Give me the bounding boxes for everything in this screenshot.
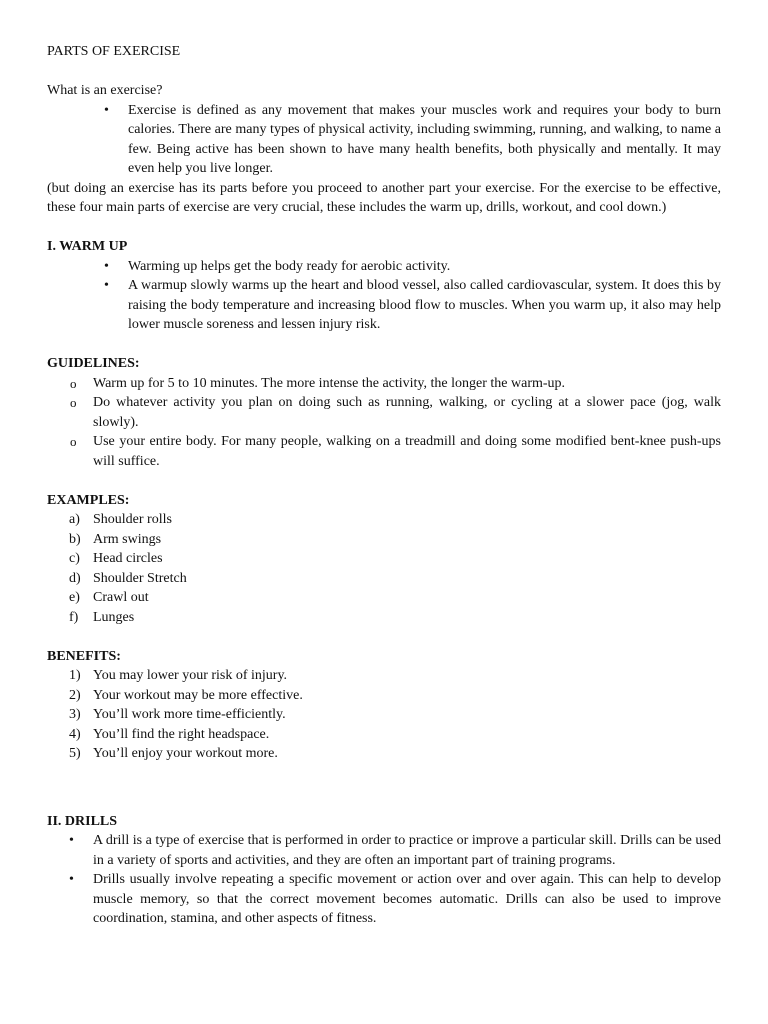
bullet-icon: • [104, 102, 109, 118]
circle-bullet-icon: o [70, 434, 77, 449]
list-item-text: You’ll enjoy your workout more. [93, 746, 278, 761]
list-marker: a) [69, 512, 80, 527]
list-item [47, 257, 721, 277]
drills-bullet-list [47, 831, 721, 929]
list-item [47, 510, 721, 530]
list-item [47, 393, 721, 432]
list-item [47, 686, 721, 706]
list-item-text: Use your entire body. For many people, walking on a treadmill and doing some modified bent-knee push-ups will suffice. [93, 434, 721, 469]
list-item [47, 744, 721, 764]
list-item-text: Warm up for 5 to 10 minutes. The more intense the activity, the longer the warm-up. [93, 375, 566, 391]
circle-bullet-icon: o [70, 375, 77, 391]
intro-note: (but doing an exercise has its parts before you proceed to another part your exercise. For the exercise to be effective, these four main parts of exercise are very crucial, these includes the warm up, drills, workout, and cool down.) [47, 180, 721, 215]
list-item [47, 870, 721, 929]
list-marker: d) [69, 570, 81, 586]
list-marker: 5) [69, 746, 81, 761]
list-item [47, 276, 721, 335]
list-item [47, 101, 721, 179]
list-item [47, 831, 721, 870]
section-heading-drills: II. DRILLS [47, 813, 118, 829]
list-item [47, 374, 721, 394]
list-item-text: A drill is a type of exercise that is performed in order to practice or improve a particular skill. Drills can be used in a variety of sports and activities, and they are often an important part of training programs. [93, 833, 721, 868]
list-item [47, 432, 721, 471]
section-heading-warm-up: I. WARM UP [47, 239, 128, 254]
circle-bullet-icon: o [70, 395, 77, 410]
intro-bullet-list [47, 101, 721, 179]
list-item [47, 666, 721, 686]
list-item [47, 705, 721, 725]
list-marker: c) [69, 551, 80, 566]
guidelines-heading: GUIDELINES: [47, 356, 140, 371]
list-item-text: Arm swings [93, 531, 162, 547]
list-item-text: You may lower your risk of injury. [93, 668, 288, 683]
list-item [47, 549, 721, 569]
list-item-text: Lunges [93, 609, 135, 625]
bullet-icon: • [104, 258, 109, 274]
examples-heading: EXAMPLES: [47, 492, 130, 508]
list-item-text: Shoulder Stretch [93, 570, 187, 586]
list-marker: 4) [69, 726, 81, 742]
intro-question: What is an exercise? [47, 83, 163, 98]
list-marker: e) [69, 590, 80, 605]
list-item-text: Exercise is defined as any movement that makes your muscles work and requires your body to burn calories. There are many types of physical activity, including swimming, running, and walking, to name a few. Being active has been shown to have many health benefits, both physically and mentally. It may even help you live longer. [128, 102, 721, 176]
list-item-text: Crawl out [93, 590, 149, 605]
examples-list [47, 510, 721, 627]
guidelines-list [47, 374, 721, 472]
list-marker: 1) [69, 668, 81, 683]
list-item-text: Shoulder rolls [93, 512, 172, 527]
list-item-text: Head circles [93, 551, 163, 566]
list-marker: 3) [69, 707, 81, 722]
list-item-text: You’ll find the right headspace. [93, 726, 270, 742]
list-marker: f) [69, 609, 79, 625]
list-item [47, 569, 721, 589]
bullet-icon: • [104, 278, 109, 293]
warm-up-bullet-list [47, 257, 721, 335]
list-item-text: You’ll work more time-efficiently. [93, 707, 286, 722]
list-item-text: Drills usually involve repeating a specific movement or action over and over again. This can help to develop muscle memory, so that the correct movement becomes automatic. Drills can also be used to improve coordination, stamina, and other aspects of fitness. [93, 872, 721, 926]
document-title: PARTS OF EXERCISE [47, 44, 181, 59]
list-item [47, 725, 721, 745]
benefits-heading: BENEFITS: [47, 648, 121, 664]
list-item [47, 608, 721, 628]
document-page [47, 42, 721, 929]
list-item-text: A warmup slowly warms up the heart and blood vessel, also called cardiovascular, system. It does this by raising the body temperature and increasing blood flow to muscles. When you warm up, it also may help lower muscle soreness and lessen injury risk. [128, 278, 721, 332]
list-item [47, 588, 721, 608]
list-marker: b) [69, 531, 81, 547]
bullet-icon: • [69, 872, 74, 887]
list-item-text: Warming up helps get the body ready for aerobic activity. [128, 258, 451, 274]
list-item-text: Do whatever activity you plan on doing such as running, walking, or cycling at a slower pace (jog, walk slowly). [93, 395, 721, 430]
list-marker: 2) [69, 687, 81, 703]
benefits-list [47, 666, 721, 764]
list-item-text: Your workout may be more effective. [93, 687, 303, 703]
list-item [47, 530, 721, 550]
bullet-icon: • [69, 833, 74, 848]
